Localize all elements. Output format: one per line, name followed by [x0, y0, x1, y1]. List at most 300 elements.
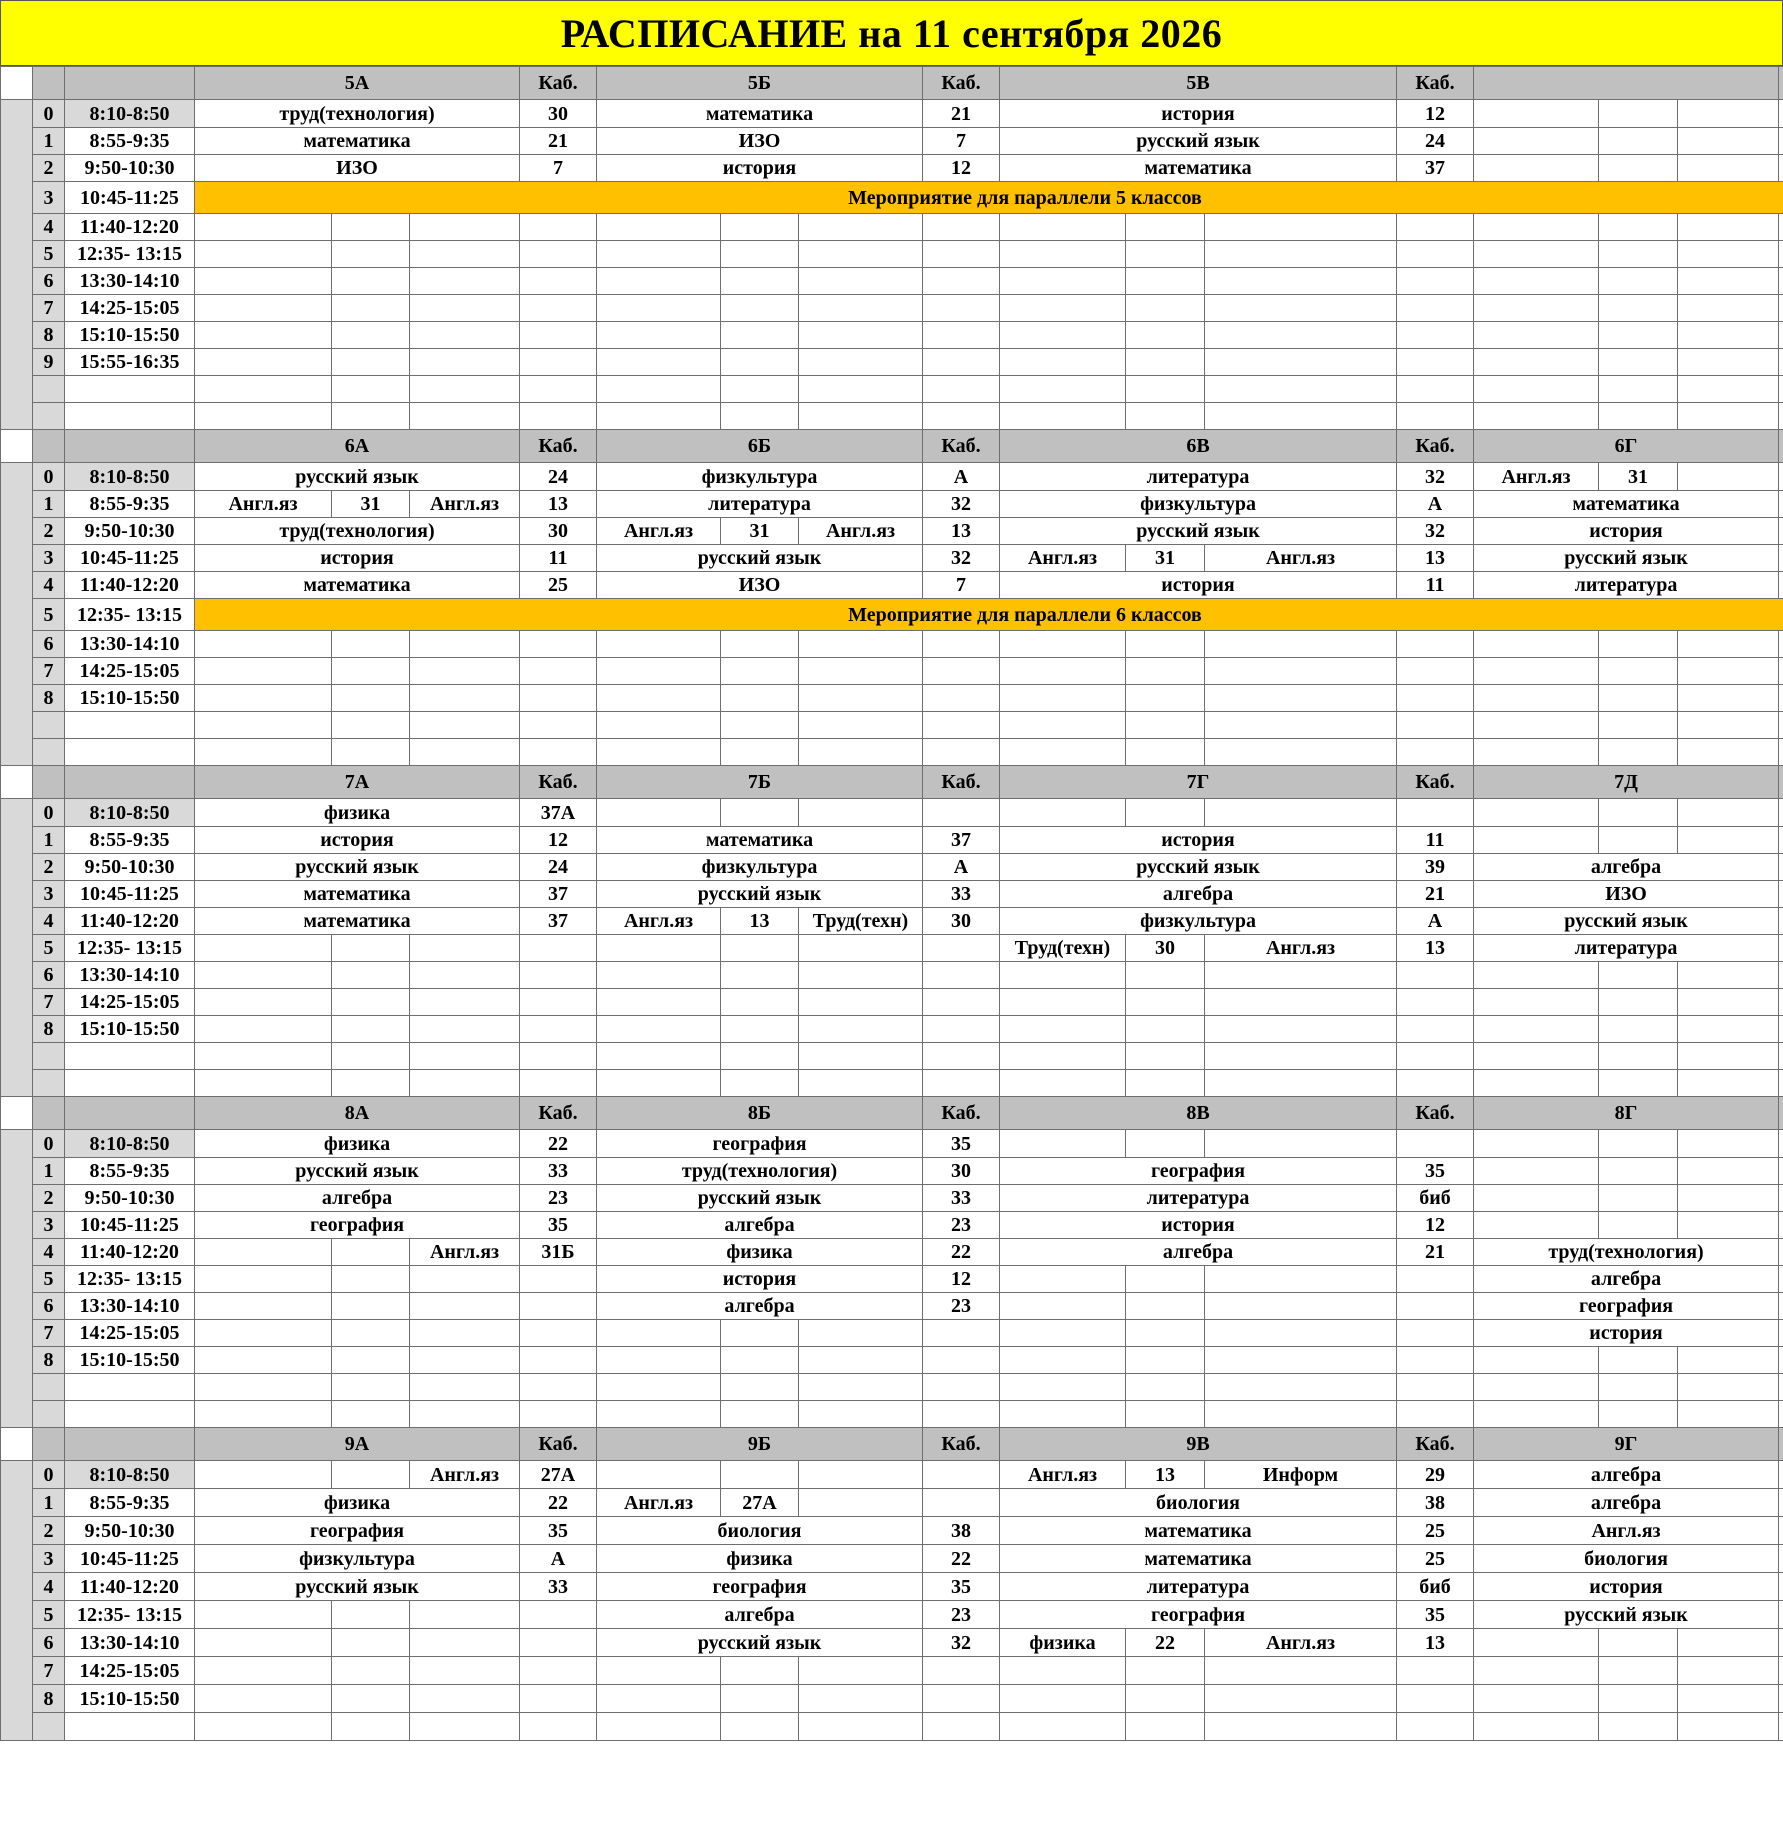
room-cell: [923, 295, 1000, 322]
subject-cell: математика: [195, 908, 520, 935]
empty-cell: [1000, 739, 1126, 766]
lesson-row: [1, 1657, 1783, 1685]
empty-cell: [1000, 322, 1126, 349]
group-room: 13: [721, 908, 799, 935]
room-cell: 12: [1397, 100, 1474, 128]
empty-cell: [1678, 1185, 1779, 1212]
empty-cell: [1205, 376, 1397, 403]
group-subject: Англ.яз: [799, 518, 923, 545]
subject-cell: история: [195, 827, 520, 854]
room-cell: 37: [1397, 155, 1474, 182]
empty-cell: [1000, 1016, 1126, 1043]
empty-cell: [1000, 962, 1126, 989]
room-cell: [1779, 1239, 1783, 1266]
lesson-row: [1, 599, 1783, 631]
class-name-header: 6А: [195, 430, 520, 463]
room-cell: [1779, 1545, 1783, 1573]
empty-cell: [410, 935, 520, 962]
group-room: 31: [721, 518, 799, 545]
lesson-row: [1, 463, 1783, 491]
lesson-row: [1, 1070, 1783, 1097]
lesson-time: 11:40-12:20: [65, 1573, 195, 1601]
empty-cell: [597, 631, 721, 658]
empty-cell: [410, 631, 520, 658]
empty-cell: [1474, 241, 1599, 268]
empty-cell: [1599, 1070, 1678, 1097]
subject-cell: русский язык: [195, 854, 520, 881]
lesson-row: [1, 989, 1783, 1016]
room-cell: 7: [923, 572, 1000, 599]
room-cell: [1397, 658, 1474, 685]
lesson-number: [33, 403, 65, 430]
blank-cell: [33, 430, 65, 463]
group-subject: физика: [1000, 1629, 1126, 1657]
lesson-number: 4: [33, 572, 65, 599]
lesson-number: 0: [33, 1461, 65, 1489]
empty-cell: [1474, 631, 1599, 658]
room-header: Каб.: [923, 430, 1000, 463]
subject-cell: труд(технология): [1474, 1239, 1779, 1266]
room-cell: 30: [923, 1158, 1000, 1185]
empty-cell: [195, 712, 332, 739]
group-subject: Англ.яз: [597, 1489, 721, 1517]
empty-cell: [195, 739, 332, 766]
empty-cell: [332, 1016, 410, 1043]
room-cell: [520, 403, 597, 430]
group-subject: Англ.яз: [597, 908, 721, 935]
empty-cell: [332, 214, 410, 241]
empty-cell: [597, 935, 721, 962]
empty-cell: [195, 1266, 332, 1293]
empty-cell: [410, 1685, 520, 1713]
room-cell: [1779, 214, 1783, 241]
lesson-number: 6: [33, 962, 65, 989]
empty-cell: [410, 1070, 520, 1097]
lesson-time: [65, 739, 195, 766]
empty-cell: [410, 989, 520, 1016]
group-room: 31: [1126, 545, 1205, 572]
room-cell: [923, 962, 1000, 989]
room-cell: [923, 1489, 1000, 1517]
room-cell: [1397, 631, 1474, 658]
lesson-row: [1, 518, 1783, 545]
blank-cell: [33, 1097, 65, 1130]
empty-cell: [799, 403, 923, 430]
empty-cell: [332, 1070, 410, 1097]
room-cell: [1779, 1601, 1783, 1629]
room-cell: [1779, 1629, 1783, 1657]
empty-cell: [1599, 155, 1678, 182]
lesson-time: 11:40-12:20: [65, 572, 195, 599]
class-name-header: 8В: [1000, 1097, 1397, 1130]
empty-cell: [597, 712, 721, 739]
room-cell: 12: [520, 827, 597, 854]
empty-cell: [410, 1401, 520, 1428]
empty-cell: [1599, 241, 1678, 268]
room-cell: [1779, 854, 1783, 881]
empty-cell: [1599, 403, 1678, 430]
empty-cell: [799, 376, 923, 403]
room-header: Каб.: [923, 766, 1000, 799]
empty-cell: [1000, 799, 1126, 827]
lesson-row: [1, 1320, 1783, 1347]
room-header: Каб.: [520, 430, 597, 463]
empty-cell: [1474, 1713, 1599, 1741]
empty-cell: [1474, 295, 1599, 322]
empty-cell: [597, 1713, 721, 1741]
group-room: 22: [1126, 1629, 1205, 1657]
room-cell: [923, 214, 1000, 241]
room-header: [1779, 430, 1783, 463]
empty-cell: [1000, 631, 1126, 658]
room-cell: 33: [923, 1185, 1000, 1212]
empty-cell: [1599, 214, 1678, 241]
room-cell: [1397, 1070, 1474, 1097]
subject-cell: русский язык: [1474, 1601, 1779, 1629]
room-cell: 32: [1397, 518, 1474, 545]
empty-cell: [1205, 739, 1397, 766]
empty-cell: [1599, 1657, 1678, 1685]
room-cell: [520, 1401, 597, 1428]
room-header: Каб.: [520, 67, 597, 100]
room-cell: 37: [520, 881, 597, 908]
empty-cell: [1599, 322, 1678, 349]
lesson-number: 5: [33, 1601, 65, 1629]
empty-cell: [597, 685, 721, 712]
empty-cell: [1599, 1043, 1678, 1070]
empty-cell: [721, 376, 799, 403]
day-label-cell: [1, 1461, 33, 1741]
room-cell: А: [923, 854, 1000, 881]
room-cell: [520, 935, 597, 962]
lesson-number: 0: [33, 463, 65, 491]
empty-cell: [1126, 1374, 1205, 1401]
subject-cell: алгебра: [1000, 1239, 1397, 1266]
lesson-number: 8: [33, 1685, 65, 1713]
empty-cell: [1474, 1401, 1599, 1428]
subject-cell: алгебра: [597, 1212, 923, 1239]
empty-cell: [597, 403, 721, 430]
room-cell: 23: [923, 1293, 1000, 1320]
empty-cell: [195, 268, 332, 295]
room-cell: 22: [520, 1489, 597, 1517]
room-cell: 32: [923, 545, 1000, 572]
empty-cell: [799, 1401, 923, 1428]
empty-cell: [721, 712, 799, 739]
class-name-header: 6Б: [597, 430, 923, 463]
empty-cell: [410, 962, 520, 989]
room-header: Каб.: [1397, 430, 1474, 463]
room-cell: 35: [923, 1130, 1000, 1158]
room-cell: [520, 322, 597, 349]
page-title: РАСПИСАНИЕ на 11 сентября 2026: [0, 0, 1783, 66]
lesson-row: [1, 268, 1783, 295]
lesson-row: [1, 631, 1783, 658]
room-cell: [1779, 1461, 1783, 1489]
lesson-row: [1, 1601, 1783, 1629]
class-header-row: [1, 1428, 1783, 1461]
room-cell: 13: [923, 518, 1000, 545]
room-header: [1779, 766, 1783, 799]
subject-cell: биология: [597, 1517, 923, 1545]
lesson-row: [1, 1212, 1783, 1239]
lesson-number: 7: [33, 1657, 65, 1685]
class-name-header: 6Г: [1474, 430, 1779, 463]
room-cell: 24: [520, 854, 597, 881]
room-cell: [1779, 799, 1783, 827]
subject-cell: математика: [597, 100, 923, 128]
empty-cell: [332, 295, 410, 322]
group-room: 31: [332, 491, 410, 518]
room-cell: [923, 1657, 1000, 1685]
room-cell: [1779, 658, 1783, 685]
empty-cell: [1000, 1374, 1126, 1401]
room-cell: [923, 935, 1000, 962]
empty-cell: [1474, 989, 1599, 1016]
empty-cell: [799, 685, 923, 712]
lesson-time: 10:45-11:25: [65, 1545, 195, 1573]
room-cell: [1779, 1573, 1783, 1601]
subject-cell: история: [1000, 100, 1397, 128]
lesson-time: 11:40-12:20: [65, 1239, 195, 1266]
class-name-header: 8А: [195, 1097, 520, 1130]
lesson-time: 12:35- 13:15: [65, 599, 195, 631]
class-name-header: 9А: [195, 1428, 520, 1461]
room-cell: [520, 1043, 597, 1070]
empty-cell: [1205, 295, 1397, 322]
lesson-row: [1, 1185, 1783, 1212]
room-cell: [923, 1320, 1000, 1347]
empty-cell: [1205, 214, 1397, 241]
subject-cell: история: [1000, 827, 1397, 854]
subject-cell: история: [1000, 1212, 1397, 1239]
room-cell: 38: [1397, 1489, 1474, 1517]
room-cell: [1397, 1320, 1474, 1347]
empty-cell: [1599, 631, 1678, 658]
empty-cell: [721, 295, 799, 322]
room-cell: 12: [1397, 1212, 1474, 1239]
room-cell: [520, 1601, 597, 1629]
lesson-number: [33, 1401, 65, 1428]
empty-cell: [195, 1374, 332, 1401]
room-cell: А: [520, 1545, 597, 1573]
empty-cell: [332, 1601, 410, 1629]
room-cell: [520, 685, 597, 712]
room-cell: [520, 1016, 597, 1043]
room-cell: 32: [1397, 463, 1474, 491]
subject-cell: география: [597, 1573, 923, 1601]
empty-cell: [1000, 1713, 1126, 1741]
class-name-header: 8Б: [597, 1097, 923, 1130]
room-cell: [1779, 739, 1783, 766]
room-cell: А: [923, 463, 1000, 491]
subject-cell: русский язык: [1000, 128, 1397, 155]
lesson-time: 9:50-10:30: [65, 155, 195, 182]
class-name-header: 9Б: [597, 1428, 923, 1461]
room-cell: 27А: [520, 1461, 597, 1489]
room-cell: [1779, 491, 1783, 518]
lesson-row: [1, 100, 1783, 128]
room-cell: [520, 658, 597, 685]
room-header: Каб.: [923, 1428, 1000, 1461]
empty-cell: [1000, 685, 1126, 712]
lesson-number: 5: [33, 241, 65, 268]
empty-cell: [721, 241, 799, 268]
empty-cell: [1678, 1374, 1779, 1401]
empty-cell: [410, 349, 520, 376]
subject-cell: география: [1474, 1293, 1779, 1320]
room-cell: [923, 1016, 1000, 1043]
room-cell: [1397, 295, 1474, 322]
lesson-number: 0: [33, 799, 65, 827]
empty-cell: [1000, 1320, 1126, 1347]
empty-cell: [1599, 1185, 1678, 1212]
room-cell: [1779, 268, 1783, 295]
class-name-header: 9В: [1000, 1428, 1397, 1461]
room-cell: 24: [1397, 128, 1474, 155]
day-label-cell: [1, 1130, 33, 1428]
room-cell: [1779, 349, 1783, 376]
room-cell: [1779, 572, 1783, 599]
empty-cell: [1474, 1629, 1599, 1657]
lesson-number: 2: [33, 518, 65, 545]
empty-cell: [1205, 685, 1397, 712]
empty-cell: [799, 1657, 923, 1685]
empty-cell: [1000, 214, 1126, 241]
empty-cell: [332, 349, 410, 376]
empty-cell: [1000, 1347, 1126, 1374]
lesson-time: 9:50-10:30: [65, 1185, 195, 1212]
room-cell: [1779, 1158, 1783, 1185]
empty-cell: [195, 1657, 332, 1685]
empty-cell: [1000, 1685, 1126, 1713]
empty-cell: [1474, 1374, 1599, 1401]
class-name-header: 5А: [195, 67, 520, 100]
empty-cell: [1678, 349, 1779, 376]
room-cell: 13: [1397, 935, 1474, 962]
subject-cell: алгебра: [195, 1185, 520, 1212]
empty-cell: [1678, 1401, 1779, 1428]
room-cell: [1779, 631, 1783, 658]
empty-cell: [1126, 1657, 1205, 1685]
empty-cell: [721, 1374, 799, 1401]
lesson-time: 8:10-8:50: [65, 463, 195, 491]
lesson-time: 15:10-15:50: [65, 322, 195, 349]
group-subject: Англ.яз: [410, 1239, 520, 1266]
subject-cell: математика: [1000, 1517, 1397, 1545]
empty-cell: [721, 403, 799, 430]
empty-cell: [195, 214, 332, 241]
room-cell: [923, 712, 1000, 739]
empty-cell: [195, 935, 332, 962]
empty-cell: [721, 1657, 799, 1685]
empty-cell: [1474, 1347, 1599, 1374]
empty-cell: [1205, 1320, 1397, 1347]
room-cell: [923, 349, 1000, 376]
empty-cell: [1678, 295, 1779, 322]
lesson-row: [1, 1629, 1783, 1657]
room-cell: 11: [1397, 827, 1474, 854]
lesson-row: [1, 322, 1783, 349]
room-cell: 11: [1397, 572, 1474, 599]
subject-cell: физика: [597, 1239, 923, 1266]
subject-cell: труд(технология): [597, 1158, 923, 1185]
empty-cell: [195, 403, 332, 430]
class-name-header: 7Д: [1474, 766, 1779, 799]
room-cell: [1397, 322, 1474, 349]
subject-cell: литература: [1000, 1185, 1397, 1212]
lesson-time: [65, 1374, 195, 1401]
empty-cell: [597, 241, 721, 268]
room-cell: [1397, 962, 1474, 989]
empty-cell: [597, 1070, 721, 1097]
empty-cell: [1126, 1130, 1205, 1158]
lesson-number: 0: [33, 100, 65, 128]
empty-cell: [410, 1713, 520, 1741]
subject-cell: русский язык: [597, 881, 923, 908]
room-cell: [1779, 827, 1783, 854]
room-cell: [520, 268, 597, 295]
room-cell: [520, 376, 597, 403]
empty-cell: [1126, 1713, 1205, 1741]
room-cell: 39: [1397, 854, 1474, 881]
subject-cell: история: [597, 155, 923, 182]
lesson-row: [1, 1043, 1783, 1070]
empty-cell: [1474, 214, 1599, 241]
subject-cell: русский язык: [597, 1629, 923, 1657]
lesson-row: [1, 962, 1783, 989]
room-cell: [1397, 214, 1474, 241]
empty-cell: [1474, 827, 1599, 854]
day-label-cell: [1, 463, 33, 766]
empty-cell: [1474, 1016, 1599, 1043]
empty-cell: [1599, 962, 1678, 989]
empty-cell: [1599, 1374, 1678, 1401]
room-cell: [923, 376, 1000, 403]
empty-cell: [597, 1320, 721, 1347]
lesson-time: 14:25-15:05: [65, 295, 195, 322]
subject-cell: математика: [597, 827, 923, 854]
empty-cell: [721, 658, 799, 685]
lesson-number: [33, 1713, 65, 1741]
lesson-row: [1, 491, 1783, 518]
subject-cell: русский язык: [1474, 908, 1779, 935]
lesson-row: [1, 799, 1783, 827]
lesson-time: 15:10-15:50: [65, 685, 195, 712]
empty-cell: [195, 962, 332, 989]
lesson-row: [1, 1293, 1783, 1320]
class-name-header: 9Г: [1474, 1428, 1779, 1461]
empty-cell: [195, 295, 332, 322]
room-cell: [520, 631, 597, 658]
room-cell: 32: [923, 491, 1000, 518]
room-cell: [923, 1347, 1000, 1374]
empty-cell: [332, 1293, 410, 1320]
empty-cell: [597, 295, 721, 322]
lesson-time: [65, 403, 195, 430]
blank-cell: [65, 1428, 195, 1461]
lesson-time: [65, 712, 195, 739]
lesson-row: [1, 1158, 1783, 1185]
blank-cell: [33, 766, 65, 799]
lesson-row: [1, 128, 1783, 155]
room-cell: [923, 1043, 1000, 1070]
empty-cell: [1599, 1685, 1678, 1713]
empty-cell: [1126, 739, 1205, 766]
group-subject: Англ.яз: [410, 1461, 520, 1489]
lesson-time: 8:10-8:50: [65, 1130, 195, 1158]
room-cell: [923, 685, 1000, 712]
